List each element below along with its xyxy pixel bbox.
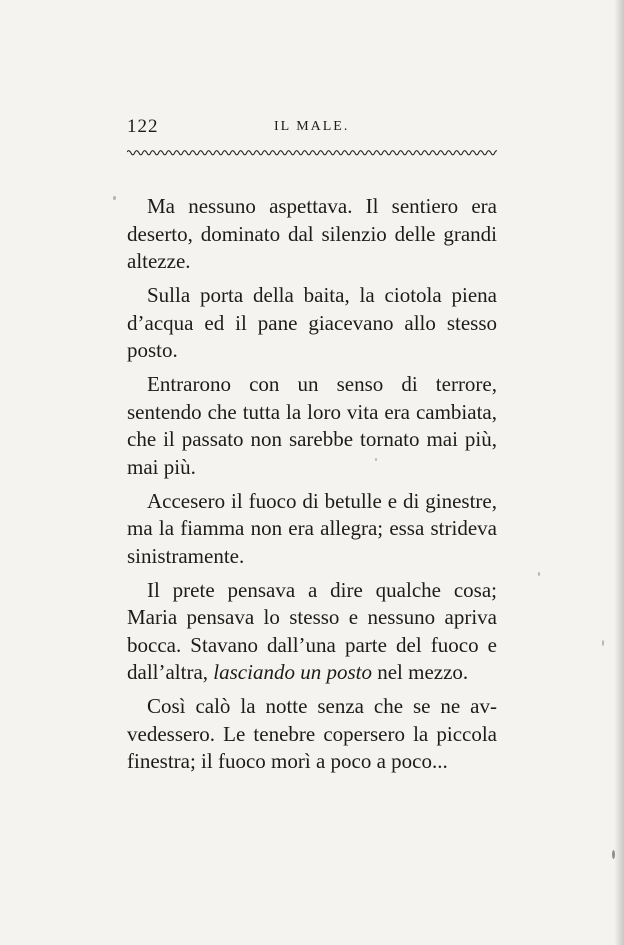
page-header	[127, 116, 497, 140]
decorative-rule	[127, 148, 497, 160]
paragraph	[127, 693, 497, 776]
paper-speck	[375, 458, 377, 461]
body-text	[127, 193, 497, 776]
page-edge-shadow	[614, 0, 624, 945]
paper-speck	[602, 640, 604, 646]
paragraph	[127, 282, 497, 365]
paragraph-text: Accesero il fuoco di betulle e di ginestre, ma la fiamma non era allegra; essa strideva sinistramente.	[127, 488, 497, 568]
running-title: IL MALE.	[274, 119, 350, 134]
paragraph-text: Così calò la notte senza che se ne avvedessero. Le tenebre copersero la piccola finestra; il fuoco morì a poco a poco...	[127, 694, 497, 774]
paragraph-text: Ma nessuno aspettava. Il sentiero era deserto, dominato dal silenzio delle grandi altezze.	[127, 194, 497, 273]
paragraph-text: Sulla porta della baita, la ciotola piena d’acqua ed il pane giacevano allo stesso posto.	[127, 283, 497, 363]
paper-speck	[538, 572, 540, 576]
paragraph	[127, 193, 497, 276]
page-number: 122	[127, 116, 159, 137]
paragraph-text: Il prete pensava a dire qualche cosa; Maria pensava lo stesso e nessuno apriva bocca. Stavano dall’una parte del fuoco e dall’altra,	[127, 577, 497, 685]
paragraph	[127, 577, 497, 687]
paper-speck	[612, 850, 615, 859]
paper-speck	[113, 196, 116, 200]
paragraph-text: nel mezzo.	[371, 660, 469, 685]
italic-text: lasciando un posto	[213, 660, 372, 685]
paragraph	[127, 371, 497, 481]
paragraph	[127, 488, 497, 571]
paragraph-text: Entrarono con un senso di terrore, sentendo che tutta la loro vita era cambiata, che il passato non sarebbe tornato mai più, mai più.	[127, 372, 497, 479]
